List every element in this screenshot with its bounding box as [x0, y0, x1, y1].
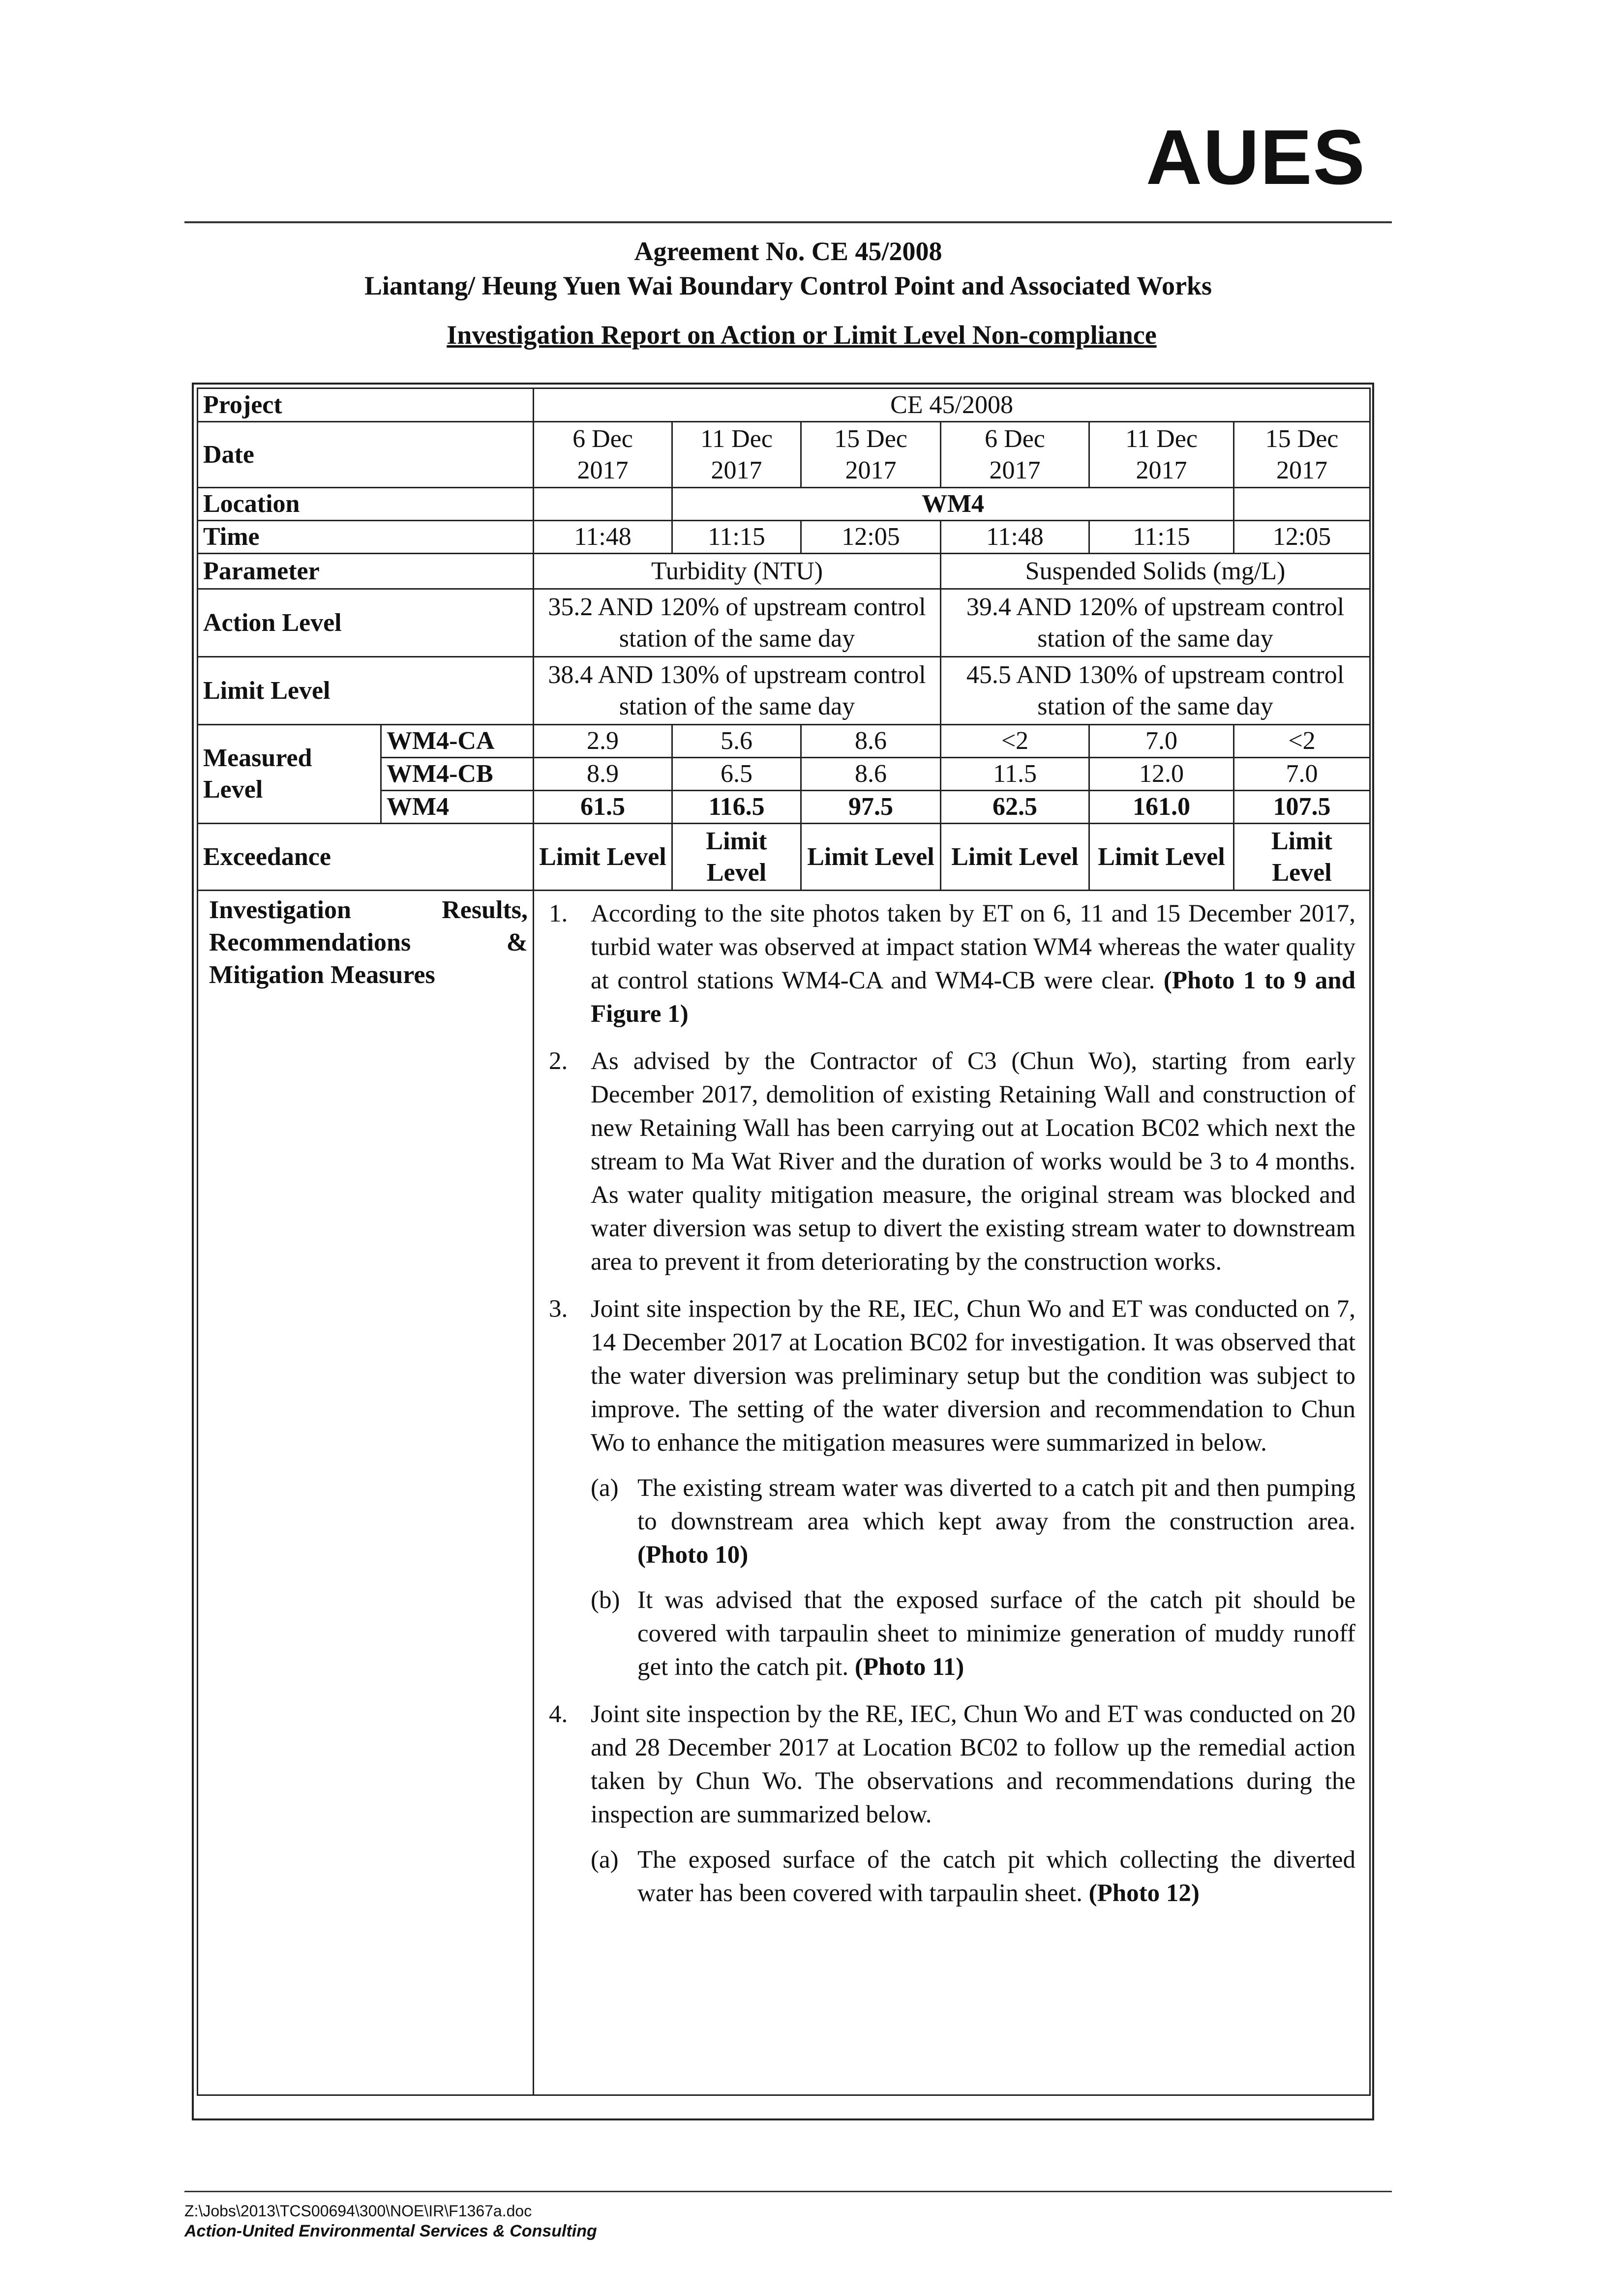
- action-level-ss: 39.4 AND 120% of upstream control station of the same day: [941, 589, 1370, 657]
- measured-value: 61.5: [534, 791, 672, 824]
- measured-value: 2.9: [534, 725, 672, 758]
- exceedance-value: Limit Level: [1234, 824, 1370, 891]
- aues-logo: AUES: [1146, 114, 1366, 201]
- measured-value: 161.0: [1089, 791, 1234, 824]
- station-label: WM4-CA: [381, 725, 534, 758]
- exceedance-value: Limit Level: [1089, 824, 1234, 891]
- list-item: [549, 1292, 1355, 1684]
- measured-value: 6.5: [672, 758, 801, 791]
- list-item: [549, 1044, 1355, 1279]
- exceedance-value: Limit Level: [672, 824, 801, 891]
- measured-value: 8.6: [801, 725, 941, 758]
- sub-item: [591, 1471, 1355, 1572]
- exceedance-value: Limit Level: [801, 824, 941, 891]
- sub-item: [591, 1843, 1355, 1910]
- date-label: Date: [198, 422, 534, 488]
- photo-reference: (Photo 11): [854, 1653, 964, 1681]
- time-cell: 12:05: [801, 521, 941, 554]
- sub-item-number: (a): [591, 1474, 619, 1502]
- time-cell: 12:05: [1234, 521, 1370, 554]
- sub-item-text: The exposed surface of the catch pit which collecting the diverted water has been covered with tarpaulin sheet.: [637, 1846, 1356, 1907]
- item-text: Joint site inspection by the RE, IEC, Chun Wo and ET was conducted on 7, 14 December 2017 at Location BC02 for investigation. It was observed that the water diversion was preliminary setup but the condition was subject to improve. The setting of the water diversion and recommendation to Chun Wo to enhance the mitigation measures were summarized in below.: [591, 1295, 1356, 1457]
- report-title: Investigation Report on Action or Limit Level Non-compliance: [447, 320, 1157, 350]
- action-level-turbidity: 35.2 AND 120% of upstream control station of the same day: [534, 589, 941, 657]
- limit-level-ss: 45.5 AND 130% of upstream control station of the same day: [941, 657, 1370, 725]
- list-item: [549, 1698, 1355, 1910]
- measured-value: 97.5: [801, 791, 941, 824]
- limit-level-turbidity: 38.4 AND 130% of upstream control station of the same day: [534, 657, 941, 725]
- time-cell: 11:15: [672, 521, 801, 554]
- investigation-label: [198, 891, 534, 2095]
- measured-value: 11.5: [941, 758, 1089, 791]
- photo-reference: (Photo 12): [1088, 1879, 1200, 1907]
- time-cell: 11:48: [941, 521, 1089, 554]
- investigation-body: [534, 891, 1370, 2095]
- station-label: WM4-CB: [381, 758, 534, 791]
- sub-item-text: It was advised that the exposed surface of the catch pit should be covered with tarpaulin sheet to minimize generation of muddy runoff get into the catch pit.: [637, 1586, 1356, 1681]
- measured-value: 7.0: [1234, 758, 1370, 791]
- item-number: 2.: [549, 1047, 568, 1075]
- item-number: 1.: [549, 900, 568, 927]
- exceedance-value: Limit Level: [941, 824, 1089, 891]
- agreement-title: Agreement No. CE 45/2008: [634, 237, 942, 266]
- measured-value: <2: [941, 725, 1089, 758]
- project-label: Project: [198, 388, 534, 422]
- company-name: Action-United Environmental Services & Consulting: [184, 2222, 597, 2240]
- sub-item-number: (a): [591, 1846, 619, 1874]
- exceedance-value: Limit Level: [534, 824, 672, 891]
- action-level-label: Action Level: [198, 589, 534, 657]
- sub-item-number: (b): [591, 1586, 620, 1614]
- list-item: [549, 897, 1355, 1031]
- date-cell: 6 Dec 2017: [941, 422, 1089, 488]
- location-label: Location: [198, 488, 534, 521]
- item-number: 4.: [549, 1700, 568, 1728]
- findings-list: [534, 891, 1369, 1910]
- item-number: 3.: [549, 1295, 568, 1323]
- item-text: Joint site inspection by the RE, IEC, Chun Wo and ET was conducted on 20 and 28 December 2017 at Location BC02 to follow up the remedial action taken by Chun Wo. The observations and recommendations during the inspection are summarized below.: [591, 1700, 1356, 1828]
- item-text: As advised by the Contractor of C3 (Chun Wo), starting from early December 2017, demolition of existing Retaining Wall and construction of new Retaining Wall has been carrying out at Location BC02 which next the stream to Ma Wat River and the duration of works would be 3 to 4 months. As water quality mitigation measure, the original stream was blocked and water diversion was setup to divert the existing stream water to downstream area to prevent it from deteriorating by the construction works.: [591, 1047, 1356, 1276]
- measured-value: <2: [1234, 725, 1370, 758]
- measured-value: 5.6: [672, 725, 801, 758]
- footer-rule: [184, 2191, 1392, 2192]
- parameter-label: Parameter: [198, 554, 534, 589]
- sub-item-text: The existing stream water was diverted to a catch pit and then pumping to downstream area which kept away from the construction area.: [637, 1474, 1356, 1535]
- measured-value: 8.6: [801, 758, 941, 791]
- measured-value: 12.0: [1089, 758, 1234, 791]
- photo-reference: (Photo 1 to 9 and Figure 1): [591, 967, 1356, 1028]
- measured-level-label: Measured Level: [198, 725, 381, 824]
- date-cell: 15 Dec 2017: [1234, 422, 1370, 488]
- measured-value: 107.5: [1234, 791, 1370, 824]
- station-label: WM4: [381, 791, 534, 824]
- item-text: According to the site photos taken by ET on 6, 11 and 15 December 2017, turbid water was observed at impact station WM4 whereas the water quality at control stations WM4-CA and WM4-CB were clear.: [591, 900, 1356, 994]
- measured-value: 116.5: [672, 791, 801, 824]
- limit-level-label: Limit Level: [198, 657, 534, 725]
- date-cell: 15 Dec 2017: [801, 422, 941, 488]
- date-cell: 11 Dec 2017: [1089, 422, 1234, 488]
- location-value: WM4: [672, 488, 1234, 521]
- project-value: CE 45/2008: [534, 388, 1370, 422]
- date-cell: 11 Dec 2017: [672, 422, 801, 488]
- parameter-ss: Suspended Solids (mg/L): [941, 554, 1370, 589]
- time-cell: 11:15: [1089, 521, 1234, 554]
- project-title: Liantang/ Heung Yuen Wai Boundary Control Point and Associated Works: [364, 271, 1212, 300]
- date-cell: 6 Dec 2017: [534, 422, 672, 488]
- location-empty-cell: [1234, 488, 1370, 521]
- measured-value: 7.0: [1089, 725, 1234, 758]
- sub-item: [591, 1583, 1355, 1684]
- time-cell: 11:48: [534, 521, 672, 554]
- parameter-turbidity: Turbidity (NTU): [534, 554, 941, 589]
- photo-reference: (Photo 10): [637, 1541, 749, 1569]
- investigation-label-text: Investigation Results, Recommendations & Mitigation Measures: [209, 896, 528, 989]
- location-empty-cell: [534, 488, 672, 521]
- measured-value: 8.9: [534, 758, 672, 791]
- time-label: Time: [198, 521, 534, 554]
- header-rule: [184, 221, 1392, 223]
- file-path: Z:\Jobs\2013\TCS00694\300\NOE\IR\F1367a.doc: [184, 2202, 532, 2220]
- investigation-table: [197, 388, 1371, 2096]
- measured-value: 62.5: [941, 791, 1089, 824]
- exceedance-label: Exceedance: [198, 824, 534, 891]
